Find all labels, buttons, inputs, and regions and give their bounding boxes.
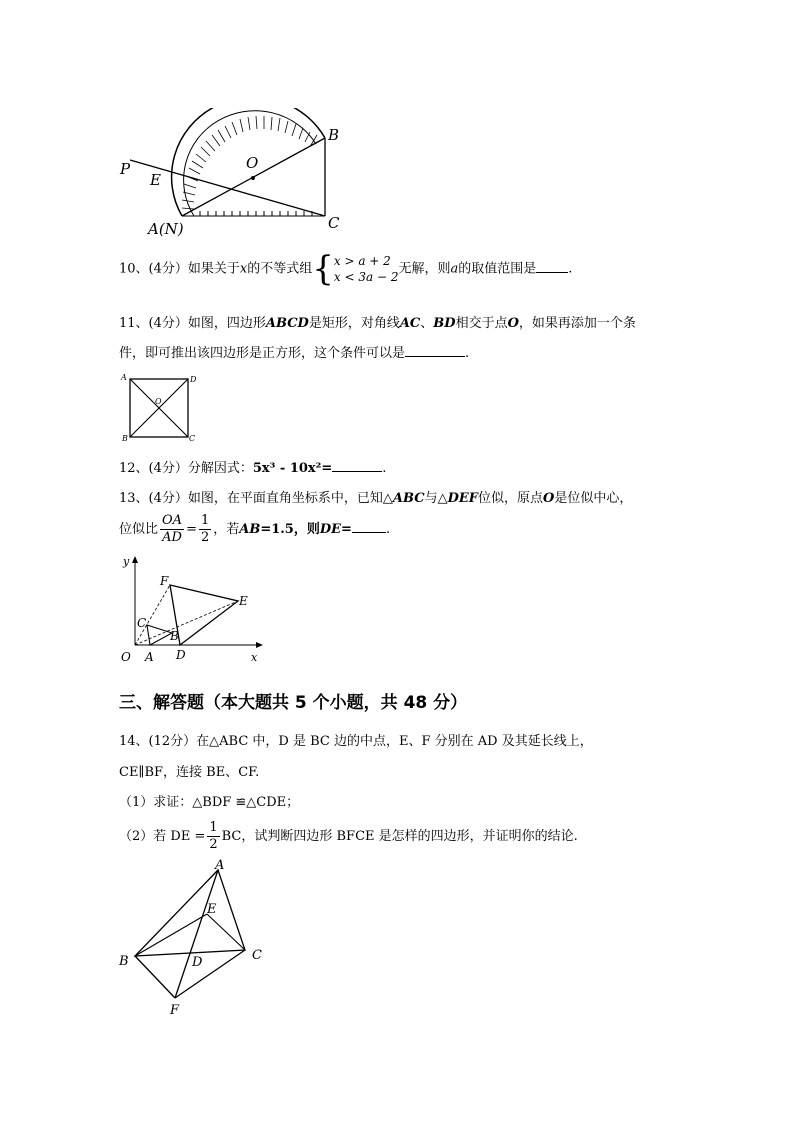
question-14: 14、(12分）在△ABC 中，D 是 BC 边的中点，E、F 分别在 AD 及其延长线上， bbox=[119, 734, 593, 749]
question-10 bbox=[119, 249, 573, 289]
q13-abc: ABC bbox=[392, 491, 425, 506]
question-14-line2: CE∥BF，连接 BE、CF. bbox=[119, 765, 260, 780]
square-label-b: B bbox=[122, 434, 128, 443]
q10-tail: 的取值范围是 bbox=[458, 261, 537, 277]
q13-den: AD bbox=[162, 530, 182, 545]
label-e: E bbox=[150, 171, 161, 189]
q12-end: . bbox=[382, 461, 387, 476]
axis-label-y: y bbox=[123, 555, 130, 568]
q11-ac: AC bbox=[399, 316, 421, 331]
q13-num: OA bbox=[162, 513, 183, 528]
question-14-part2 bbox=[119, 820, 578, 853]
label-o: O bbox=[246, 154, 259, 172]
section-heading: 三、解答题（本大题共 5 个小题，共 48 分） bbox=[119, 693, 468, 713]
question-11 bbox=[119, 312, 636, 331]
q13-half-den: 2 bbox=[200, 530, 210, 545]
coord-label-f: F bbox=[160, 574, 169, 588]
ratio-fraction bbox=[160, 513, 184, 546]
q13-def: DEF bbox=[447, 491, 478, 506]
coordinate-figure bbox=[115, 553, 270, 668]
kite-figure bbox=[115, 858, 275, 1018]
q10-var-a: a bbox=[450, 261, 459, 277]
question-11-line2 bbox=[119, 342, 469, 361]
square-label-d: D bbox=[190, 375, 197, 384]
coord-label-d: D bbox=[176, 648, 186, 662]
q11-end: . bbox=[465, 346, 470, 361]
q13-line2-c: =1.5，则 bbox=[260, 522, 320, 537]
q14-part2-a: （2）若 DE = bbox=[119, 829, 206, 844]
q14-part2-b: BC，试判断四边形 BFCE 是怎样的四边形，并证明你的结论. bbox=[221, 829, 578, 844]
label-an: A(N) bbox=[148, 220, 184, 238]
q13-ab: AB bbox=[239, 522, 261, 537]
q13-eq: = bbox=[186, 522, 197, 537]
coord-label-e: E bbox=[239, 594, 248, 608]
answer-blank[interactable] bbox=[352, 520, 386, 533]
answer-blank[interactable] bbox=[332, 459, 382, 472]
kite-label-f: F bbox=[170, 1003, 180, 1018]
q11-text-c: 相交于点 bbox=[455, 316, 508, 331]
coord-label-a: A bbox=[145, 650, 154, 664]
kite-label-b: B bbox=[119, 954, 129, 969]
kite-label-d: D bbox=[192, 955, 203, 970]
coord-label-b: B bbox=[170, 629, 179, 643]
q11-bd: BD bbox=[433, 316, 456, 331]
question-14-part1: （1）求证：△BDF ≌△CDE； bbox=[119, 795, 300, 810]
q14-half-den: 2 bbox=[209, 837, 218, 852]
q13-half-num: 1 bbox=[200, 513, 210, 528]
half-fraction bbox=[207, 820, 219, 853]
square-label-a: A bbox=[121, 373, 127, 382]
q13-line2-b: ，若 bbox=[213, 522, 240, 537]
square-figure bbox=[118, 370, 208, 446]
q13-text-d: 是位似中心， bbox=[554, 491, 633, 506]
label-c: C bbox=[328, 214, 340, 232]
q10-end: . bbox=[568, 261, 573, 277]
kite-label-e: E bbox=[207, 902, 217, 917]
answer-blank[interactable] bbox=[405, 344, 465, 357]
kite-label-c: C bbox=[252, 948, 262, 963]
question-13 bbox=[119, 487, 632, 506]
q11-abcd: ABCD bbox=[265, 316, 309, 331]
q12-text: 12、(4分）分解因式： bbox=[119, 461, 253, 476]
axis-label-x: x bbox=[251, 651, 258, 664]
question-13-line2 bbox=[119, 513, 390, 546]
q11-text-d: ，如果再添加一个条 bbox=[518, 316, 636, 331]
q13-de: DE bbox=[319, 522, 342, 537]
q10-var: x bbox=[239, 261, 248, 277]
q13-text-b: 与△ bbox=[424, 491, 448, 506]
protractor-figure bbox=[110, 108, 360, 243]
brace-icon: { bbox=[312, 249, 334, 289]
question-12 bbox=[119, 457, 386, 476]
q12-expr: 5x³ - 10x²= bbox=[252, 461, 333, 476]
label-p: P bbox=[120, 160, 131, 178]
q10-ineq2: x < 3a − 2 bbox=[333, 270, 399, 284]
q13-line2-d: = bbox=[341, 522, 352, 537]
q11-o: O bbox=[507, 316, 519, 331]
answer-blank[interactable] bbox=[536, 260, 568, 273]
square-label-o: O bbox=[155, 397, 162, 406]
square-label-c: C bbox=[189, 434, 196, 443]
inequality-system bbox=[334, 253, 399, 285]
q10-prefix: 10、(4分）如果关于 bbox=[119, 261, 240, 277]
q10-middle: 的不等式组 bbox=[247, 261, 313, 277]
q13-o: O bbox=[543, 491, 555, 506]
q13-text-a: 13、(4分）如图，在平面直角坐标系中，已知△ bbox=[119, 491, 393, 506]
q10-suffix: 无解，则 bbox=[398, 261, 451, 277]
q11-line2: 件，即可推出该四边形是正方形，这个条件可以是 bbox=[119, 346, 406, 361]
q11-text-b: 是矩形，对角线 bbox=[308, 316, 400, 331]
q11-sep: 、 bbox=[420, 316, 434, 331]
q10-ineq1: x > a + 2 bbox=[333, 254, 391, 268]
q13-line2-a: 位似比 bbox=[119, 522, 159, 537]
q11-text-a: 11、(4分）如图，四边形 bbox=[119, 316, 266, 331]
q13-text-c: 位似，原点 bbox=[477, 491, 543, 506]
half-fraction bbox=[199, 513, 211, 546]
label-b: B bbox=[328, 126, 340, 144]
kite-label-a: A bbox=[215, 858, 225, 873]
origin-label: O bbox=[121, 650, 131, 664]
q13-end: . bbox=[385, 522, 391, 537]
coord-label-c: C bbox=[137, 616, 147, 630]
q14-half-num: 1 bbox=[209, 820, 218, 835]
